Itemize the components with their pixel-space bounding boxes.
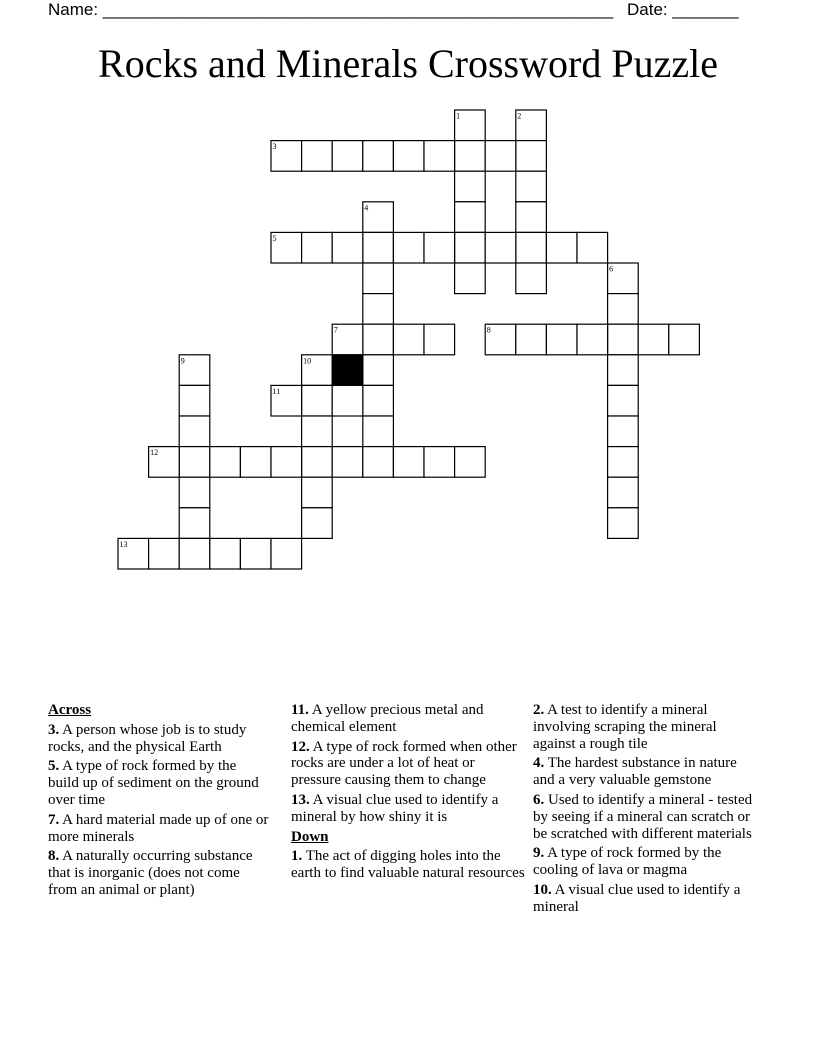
clue-number: 4. [533, 755, 545, 772]
grid-cell[interactable] [393, 232, 424, 263]
grid-cell[interactable] [669, 324, 700, 355]
cell-number: 13 [119, 539, 128, 549]
grid-cell[interactable] [149, 538, 180, 569]
cell-number: 1 [456, 111, 461, 121]
grid-cell[interactable] [608, 294, 639, 325]
cell-number: 5 [272, 233, 277, 243]
grid-cell[interactable] [393, 141, 424, 172]
grid-cell[interactable] [577, 232, 608, 263]
clue-text: A type of rock formed by the build up of sediment on the ground over time [48, 758, 259, 808]
grid-cell[interactable] [393, 324, 424, 355]
cell-number: 8 [486, 325, 491, 335]
grid-cell[interactable] [546, 232, 577, 263]
clue-item [533, 702, 761, 752]
cell-number: 9 [180, 356, 185, 366]
clue-number: 3. [48, 721, 60, 738]
grid-cell[interactable] [179, 508, 210, 539]
grid-cell[interactable] [363, 141, 394, 172]
grid-cell[interactable] [332, 232, 363, 263]
grid-cell[interactable] [332, 385, 363, 416]
date-line: Date: _______ [627, 0, 739, 19]
cell-number: 3 [272, 142, 277, 152]
clue-text: The act of digging holes into the earth to find valuable natural resources [291, 848, 525, 882]
clue-text: A visual clue used to identify a mineral [533, 881, 741, 915]
grid-cell[interactable] [363, 263, 394, 294]
clue-number: 1. [291, 848, 303, 865]
grid-cell[interactable] [363, 355, 394, 386]
grid-cell[interactable] [302, 232, 333, 263]
grid-cell[interactable] [608, 324, 639, 355]
clue-heading-across: Across [48, 702, 92, 718]
clue-text: A person whose job is to study rocks, and the physical Earth [48, 721, 247, 755]
clue-column-2 [291, 702, 525, 885]
grid-cell[interactable] [485, 232, 516, 263]
clue-number: 9. [533, 845, 545, 862]
clue-column-1 [48, 702, 270, 902]
clue-item [533, 792, 761, 842]
grid-cell[interactable] [302, 508, 333, 539]
grid-cell[interactable] [302, 447, 333, 478]
grid-cell[interactable] [179, 447, 210, 478]
grid-cell[interactable] [608, 385, 639, 416]
grid-cell[interactable] [424, 324, 455, 355]
grid-cell[interactable] [455, 141, 486, 172]
clue-text: A test to identify a mineral involving scraping the mineral against a rough tile [533, 702, 717, 752]
cell-number: 6 [609, 264, 614, 274]
grid-cell[interactable] [210, 447, 241, 478]
grid-cell[interactable] [210, 538, 241, 569]
clue-number: 7. [48, 811, 60, 828]
grid-cell[interactable] [424, 447, 455, 478]
grid-cell[interactable] [455, 202, 486, 233]
cell-number: 12 [150, 448, 159, 458]
page-title: Rocks and Minerals Crossword Puzzle [98, 41, 718, 86]
clue-item [48, 812, 270, 846]
grid-cell[interactable] [516, 141, 547, 172]
grid-cell[interactable] [363, 385, 394, 416]
clue-heading-down: Down [291, 828, 329, 845]
grid-cell[interactable] [240, 538, 271, 569]
grid-cell[interactable] [271, 538, 302, 569]
clue-text: The hardest substance in nature and a very valuable gemstone [533, 755, 737, 789]
grid-cell[interactable] [363, 324, 394, 355]
grid-cell[interactable] [608, 355, 639, 386]
grid-cell[interactable] [363, 294, 394, 325]
clue-number: 8. [48, 848, 60, 865]
clue-item [48, 758, 270, 808]
grid-cell[interactable] [179, 477, 210, 508]
grid-cell[interactable] [516, 232, 547, 263]
grid-cell[interactable] [577, 324, 608, 355]
clue-item [291, 848, 525, 882]
grid-cell[interactable] [546, 324, 577, 355]
grid-cell[interactable] [455, 263, 486, 294]
grid-cell[interactable] [179, 538, 210, 569]
clue-text: A naturally occurring substance that is inorganic (does not come from an animal or plant) [48, 848, 253, 898]
grid-cell[interactable] [608, 477, 639, 508]
grid-cell[interactable] [302, 385, 333, 416]
grid-cell[interactable] [179, 385, 210, 416]
clue-number: 6. [533, 791, 545, 808]
grid-cell[interactable] [240, 447, 271, 478]
grid-cell[interactable] [424, 232, 455, 263]
clue-number: 2. [533, 702, 545, 718]
clue-item [291, 702, 525, 736]
clue-item [291, 739, 525, 789]
grid-cell[interactable] [608, 416, 639, 447]
grid-cell[interactable] [516, 202, 547, 233]
clue-text: A yellow precious metal and chemical element [291, 702, 484, 735]
grid-cell[interactable] [363, 416, 394, 447]
grid-cell[interactable] [179, 416, 210, 447]
grid-cell[interactable] [516, 324, 547, 355]
shaded-cell [332, 355, 363, 386]
name-line: Name: ______________________________________________________ [48, 0, 614, 19]
clue-item [291, 792, 525, 826]
cell-number: 11 [272, 386, 281, 396]
grid-cell[interactable] [485, 141, 516, 172]
clue-text: A type of rock formed when other rocks are under a lot of heat or pressure causing them to change [291, 738, 517, 789]
grid-cell[interactable] [332, 447, 363, 478]
clue-item [533, 882, 761, 916]
grid-cell[interactable] [608, 447, 639, 478]
clue-number: 5. [48, 758, 60, 775]
grid-cell[interactable] [638, 324, 669, 355]
clue-column-3 [533, 702, 761, 919]
clue-item [48, 722, 270, 756]
clue-number: 13. [291, 791, 310, 808]
grid-cell[interactable] [302, 477, 333, 508]
clue-item [533, 845, 761, 879]
grid-cell[interactable] [363, 232, 394, 263]
grid-cell[interactable] [393, 447, 424, 478]
grid-cell[interactable] [608, 508, 639, 539]
clue-text: A type of rock formed by the cooling of lava or magma [533, 845, 722, 879]
cell-number: 4 [364, 203, 369, 213]
clue-item [48, 848, 270, 898]
grid-cell[interactable] [424, 141, 455, 172]
grid-cell[interactable] [302, 141, 333, 172]
cell-number: 2 [517, 111, 522, 121]
cell-number: 10 [303, 356, 312, 366]
grid-cell[interactable] [455, 171, 486, 202]
clue-text: A hard material made up of one or more minerals [48, 811, 269, 845]
grid-cell[interactable] [332, 141, 363, 172]
clue-number: 10. [533, 881, 552, 898]
grid-cell[interactable] [516, 171, 547, 202]
grid-cell[interactable] [363, 447, 394, 478]
clue-text: A visual clue used to identify a mineral by how shiny it is [291, 791, 499, 825]
grid-cell[interactable] [302, 416, 333, 447]
clue-item [533, 755, 761, 789]
grid-cell[interactable] [271, 447, 302, 478]
clue-number: 11. [291, 702, 309, 718]
clue-number: 12. [291, 738, 310, 755]
grid-cell[interactable] [516, 263, 547, 294]
clue-text: Used to identify a mineral - tested by seeing if a mineral can scratch or be scratched with different materials [533, 791, 753, 842]
grid-cell[interactable] [455, 447, 486, 478]
grid-cell[interactable] [455, 232, 486, 263]
cell-number: 7 [333, 325, 338, 335]
